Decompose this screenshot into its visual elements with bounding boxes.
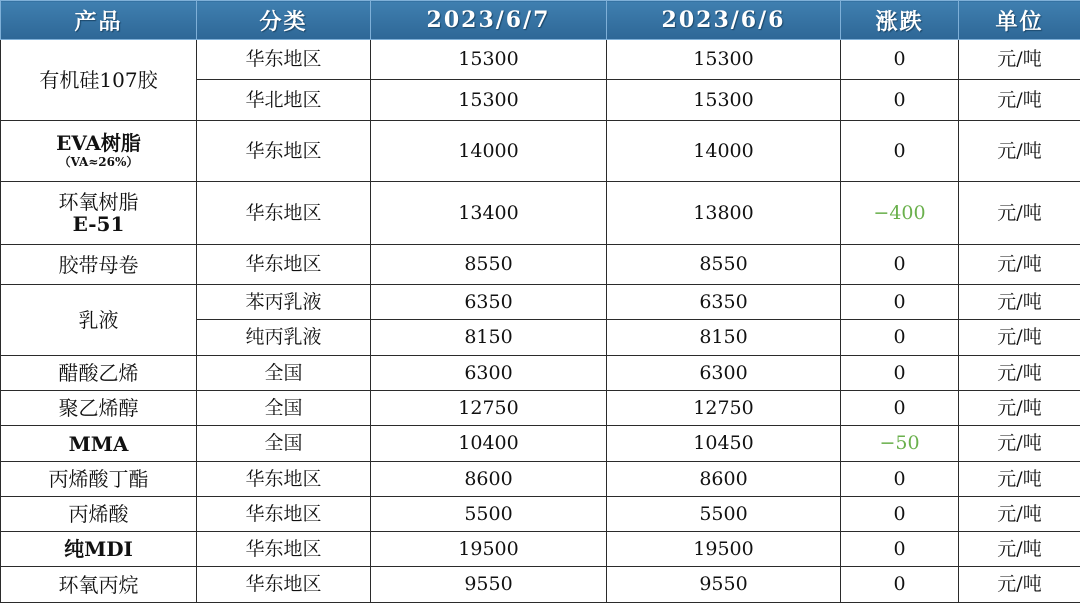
table-row [1, 40, 1080, 80]
category-cell: 华东地区 [197, 245, 371, 285]
product-name: 丙烯酸 [68, 502, 129, 526]
unit-cell: 元/吨 [959, 320, 1080, 356]
price-new-cell: 15300 [371, 80, 607, 121]
product-cell [1, 182, 197, 245]
category-cell: 华东地区 [197, 121, 371, 182]
change-cell: 0 [841, 567, 959, 603]
price-old-cell: 15300 [607, 80, 841, 121]
table-row [1, 121, 1080, 182]
category-cell: 全国 [197, 356, 371, 391]
header-row [1, 1, 1080, 40]
price-new-cell: 15300 [371, 40, 607, 80]
product-cell [1, 567, 197, 603]
unit-cell: 元/吨 [959, 497, 1080, 532]
product-cell [1, 356, 197, 391]
change-cell: 0 [841, 532, 959, 567]
change-cell: 0 [841, 285, 959, 320]
category-cell: 华东地区 [197, 40, 371, 80]
product-name: 乳液 [78, 308, 119, 332]
price-old-cell: 12750 [607, 391, 841, 426]
table-row [1, 285, 1080, 320]
product-name: 胶带母卷 [58, 252, 139, 277]
category-cell: 华东地区 [197, 462, 371, 497]
unit-cell: 元/吨 [959, 40, 1080, 80]
product-cell [1, 426, 197, 462]
table-row [1, 567, 1080, 603]
product-name: 环氧树脂 [58, 190, 139, 214]
price-new-cell: 13400 [371, 182, 607, 245]
price-old-cell: 10450 [607, 426, 841, 462]
price-old-cell: 6350 [607, 285, 841, 320]
price-old-cell: 8550 [607, 245, 841, 285]
category-cell: 华东地区 [197, 182, 371, 245]
unit-cell: 元/吨 [959, 462, 1080, 497]
header-category: 分类 [197, 1, 371, 40]
unit-cell: 元/吨 [959, 245, 1080, 285]
category-cell: 全国 [197, 426, 371, 462]
unit-cell: 元/吨 [959, 567, 1080, 603]
price-old-cell: 15300 [607, 40, 841, 80]
table-row [1, 356, 1080, 391]
price-new-cell: 19500 [371, 532, 607, 567]
price-new-cell: 6350 [371, 285, 607, 320]
product-cell [1, 40, 197, 121]
price-new-cell: 9550 [371, 567, 607, 603]
category-cell: 华东地区 [197, 497, 371, 532]
product-name: EVA树脂 [56, 131, 141, 156]
price-old-cell: 8600 [607, 462, 841, 497]
product-name: 纯MDI [64, 537, 133, 561]
category-cell: 纯丙乳液 [197, 320, 371, 356]
product-subtitle: （VA≈26%） [58, 155, 139, 170]
product-name: 环氧丙烷 [58, 572, 139, 597]
price-new-cell: 8600 [371, 462, 607, 497]
header-product: 产品 [1, 1, 197, 40]
table-row [1, 497, 1080, 532]
price-new-cell: 14000 [371, 121, 607, 182]
category-cell: 华东地区 [197, 532, 371, 567]
unit-cell: 元/吨 [959, 285, 1080, 320]
change-cell: 0 [841, 320, 959, 356]
product-subtitle: E-51 [72, 212, 125, 236]
product-cell [1, 121, 197, 182]
price-old-cell: 13800 [607, 182, 841, 245]
price-new-cell: 12750 [371, 391, 607, 426]
unit-cell: 元/吨 [959, 532, 1080, 567]
price-new-cell: 5500 [371, 497, 607, 532]
price-old-cell: 8150 [607, 320, 841, 356]
unit-cell: 元/吨 [959, 391, 1080, 426]
product-cell [1, 532, 197, 567]
product-name: 醋酸乙烯 [58, 361, 139, 385]
price-old-cell: 9550 [607, 567, 841, 603]
price-new-cell: 8150 [371, 320, 607, 356]
unit-cell: 元/吨 [959, 121, 1080, 182]
change-cell: 0 [841, 462, 959, 497]
change-cell: 0 [841, 40, 959, 80]
category-cell: 华东地区 [197, 567, 371, 603]
header-date-1: 2023/6/7 [371, 1, 607, 40]
change-cell: 0 [841, 497, 959, 532]
product-name: 丙烯酸丁酯 [48, 467, 149, 491]
category-cell: 苯丙乳液 [197, 285, 371, 320]
change-cell: 0 [841, 245, 959, 285]
category-cell: 全国 [197, 391, 371, 426]
price-old-cell: 6300 [607, 356, 841, 391]
unit-cell: 元/吨 [959, 356, 1080, 391]
table-row [1, 532, 1080, 567]
change-cell: 0 [841, 80, 959, 121]
price-new-cell: 8550 [371, 245, 607, 285]
product-name: MMA [68, 431, 129, 456]
change-cell: 0 [841, 391, 959, 426]
unit-cell: 元/吨 [959, 80, 1080, 121]
product-cell [1, 285, 197, 356]
header-change: 涨跌 [841, 1, 959, 40]
product-name: 有机硅107胶 [39, 68, 158, 92]
unit-cell: 元/吨 [959, 426, 1080, 462]
price-old-cell: 14000 [607, 121, 841, 182]
header-date-2: 2023/6/6 [607, 1, 841, 40]
change-cell: −50 [841, 426, 959, 462]
change-cell: 0 [841, 356, 959, 391]
unit-cell: 元/吨 [959, 182, 1080, 245]
table-row [1, 391, 1080, 426]
table-row [1, 462, 1080, 497]
price-new-cell: 10400 [371, 426, 607, 462]
product-cell [1, 497, 197, 532]
change-cell: −400 [841, 182, 959, 245]
table-row [1, 182, 1080, 245]
price-new-cell: 6300 [371, 356, 607, 391]
table-row [1, 426, 1080, 462]
product-cell [1, 391, 197, 426]
table-row [1, 245, 1080, 285]
change-cell: 0 [841, 121, 959, 182]
product-cell [1, 245, 197, 285]
product-name: 聚乙烯醇 [58, 396, 139, 420]
header-unit: 单位 [959, 1, 1080, 40]
product-cell [1, 462, 197, 497]
table-body [1, 40, 1080, 603]
category-cell: 华北地区 [197, 80, 371, 121]
price-old-cell: 19500 [607, 532, 841, 567]
price-old-cell: 5500 [607, 497, 841, 532]
